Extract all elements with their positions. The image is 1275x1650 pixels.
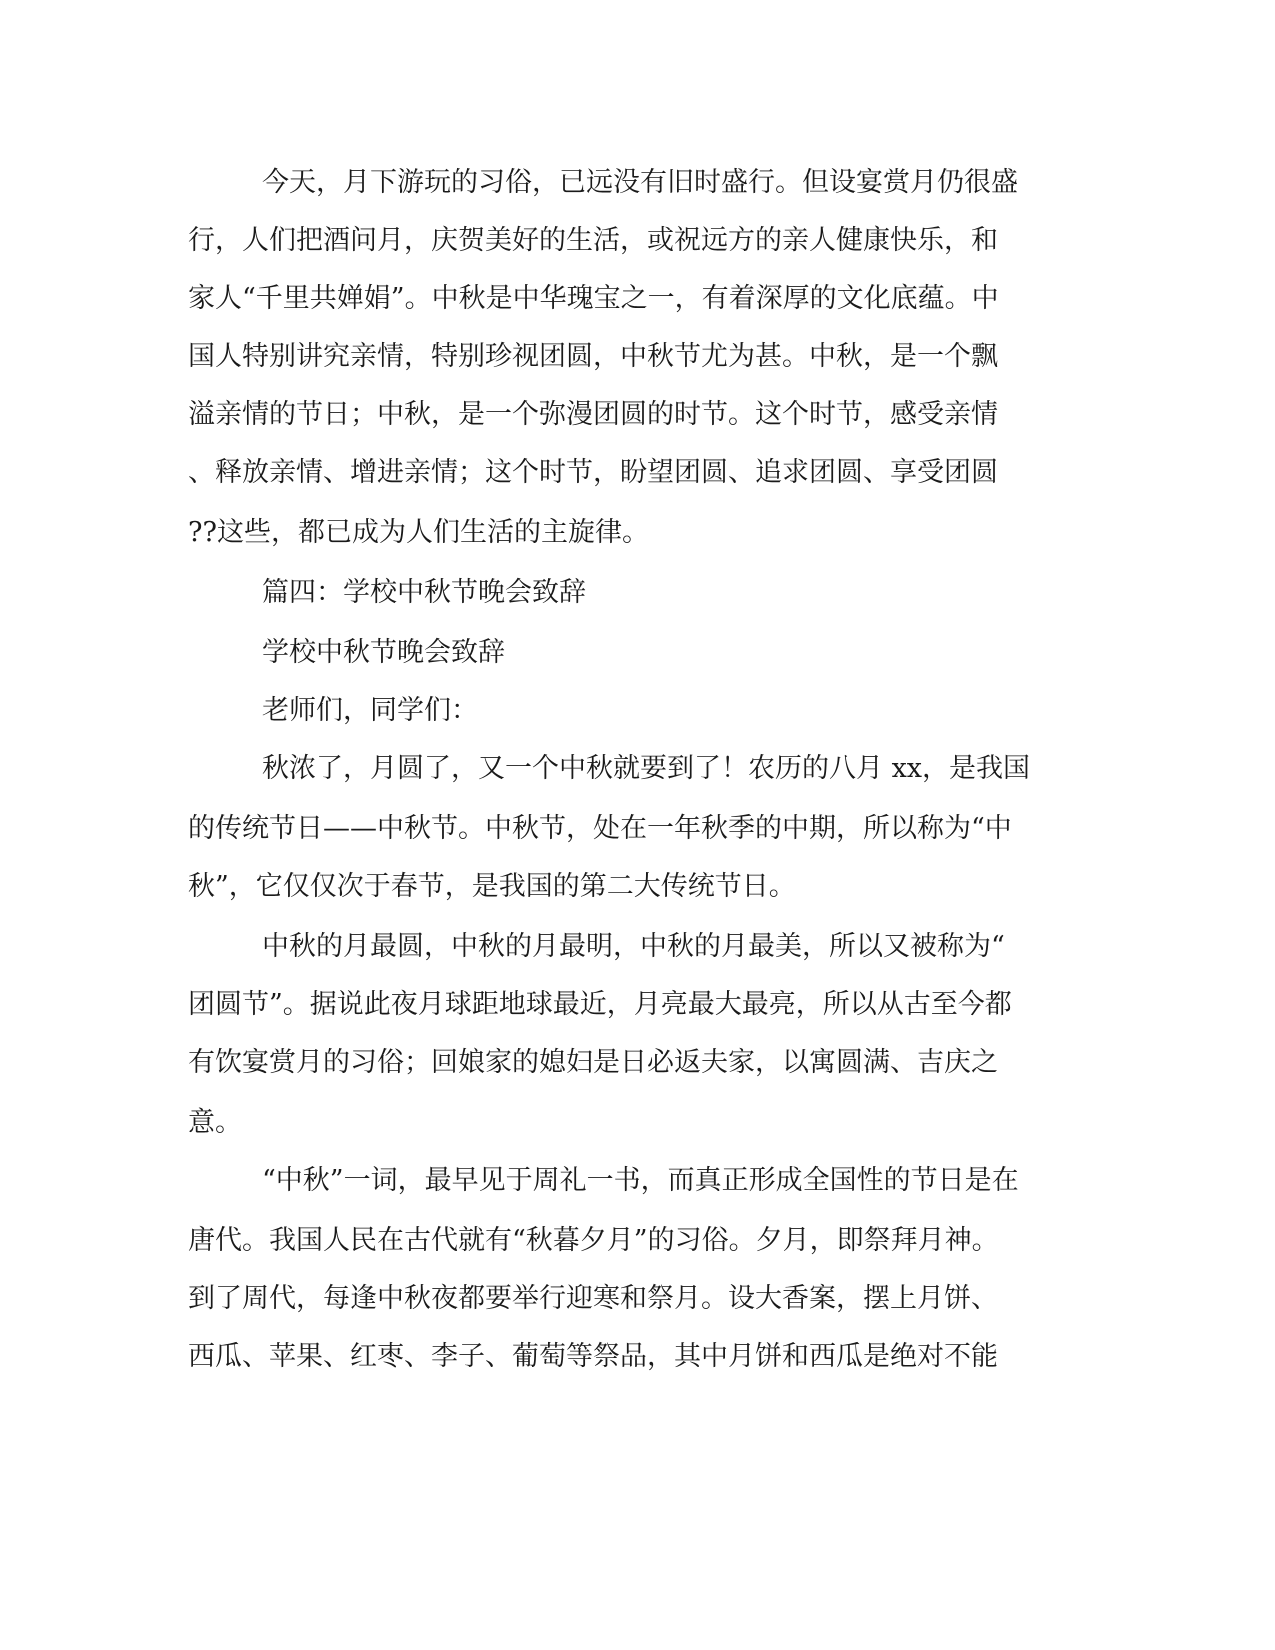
text-line: 今天，月下游玩的习俗，已远没有旧时盛行。但设宴赏月仍很盛	[262, 167, 1018, 198]
text-line: 中秋的月最圆，中秋的月最明，中秋的月最美，所以又被称为“	[262, 931, 1005, 962]
text-line: 秋”，它仅仅次于春节，是我国的第二大传统节日。	[188, 871, 796, 902]
text-line: 、释放亲情、增进亲情；这个时节，盼望团圆、追求团圆、享受团圆	[188, 457, 998, 488]
speech-title: 学校中秋节晚会致辞	[262, 637, 505, 668]
salutation: 老师们，同学们：	[262, 695, 478, 726]
text-line: 唐代。我国人民在古代就有“秋暮夕月”的习俗。夕月，即祭拜月神。	[188, 1225, 999, 1256]
text-line: 到了周代，每逢中秋夜都要举行迎寒和祭月。设大香案，摆上月饼、	[188, 1283, 998, 1314]
text-line: 团圆节”。据说此夜月球距地球最近，月亮最大最亮，所以从古至今都	[188, 989, 1012, 1020]
text-line: 西瓜、苹果、红枣、李子、葡萄等祭品，其中月饼和西瓜是绝对不能	[188, 1341, 998, 1372]
text-line: 有饮宴赏月的习俗；回娘家的媳妇是日必返夫家，以寓圆满、吉庆之	[188, 1047, 998, 1078]
text-line: ??这些，都已成为人们生活的主旋律。	[188, 517, 649, 548]
text-line: 意。	[188, 1107, 242, 1138]
text-line: 溢亲情的节日；中秋，是一个弥漫团圆的时节。这个时节，感受亲情	[188, 399, 998, 430]
text-line: 国人特别讲究亲情，特别珍视团圆，中秋节尤为甚。中秋，是一个飘	[188, 341, 998, 372]
section-heading: 篇四：学校中秋节晚会致辞	[262, 577, 586, 608]
text-line: 家人“千里共婵娟”。中秋是中华瑰宝之一，有着深厚的文化底蕴。中	[188, 283, 999, 314]
text-line: 秋浓了，月圆了，又一个中秋就要到了！农历的八月 xx，是我国	[262, 753, 1031, 784]
text-line: “中秋”一词，最早见于周礼一书，而真正形成全国性的节日是在	[262, 1165, 1019, 1196]
text-line: 的传统节日——中秋节。中秋节，处在一年秋季的中期，所以称为“中	[188, 813, 1012, 844]
text-line: 行，人们把酒问月，庆贺美好的生活，或祝远方的亲人健康快乐，和	[188, 225, 998, 256]
